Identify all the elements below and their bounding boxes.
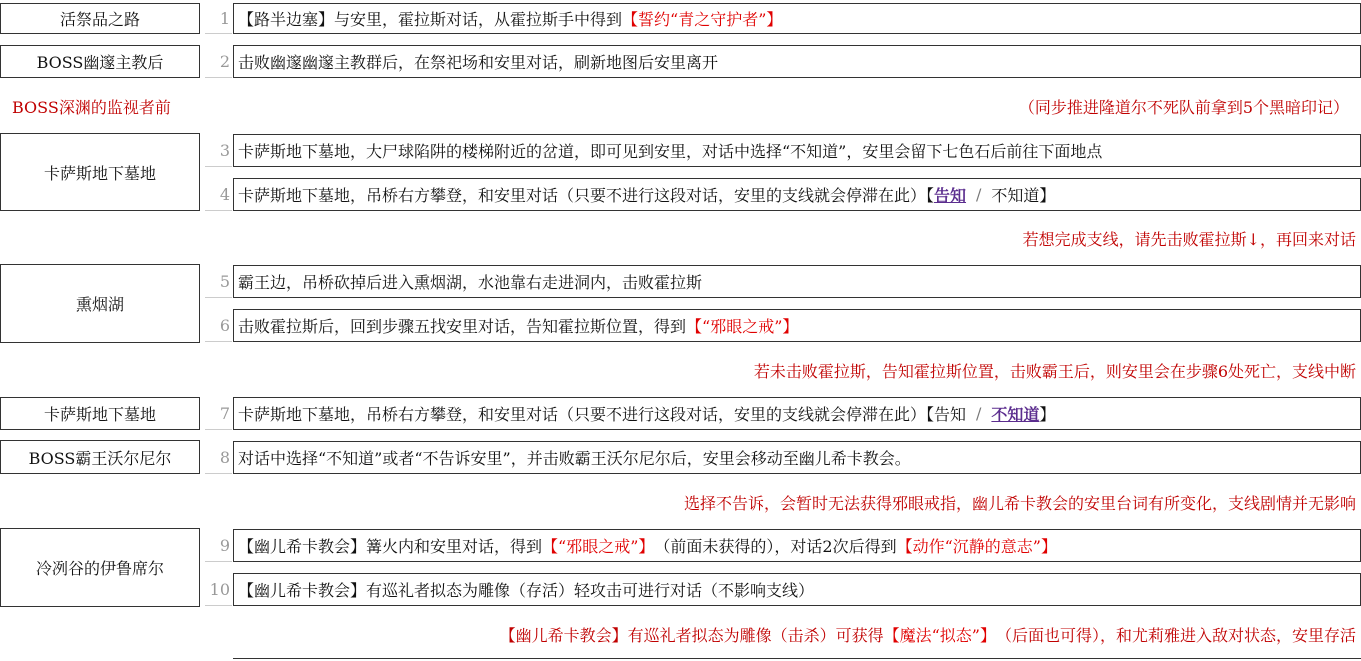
location-label: 卡萨斯地下墓地 xyxy=(43,163,156,183)
step-number: 10 xyxy=(205,573,232,606)
location-label: 卡萨斯地下墓地 xyxy=(43,405,156,424)
step-number: 3 xyxy=(205,134,232,167)
step-text: 击败霍拉斯后，回到步骤五找安里对话，告知霍拉斯位置，得到 xyxy=(238,317,687,336)
location-cell xyxy=(0,264,200,343)
reward-text: 【魔法“拟态”】 xyxy=(883,625,996,645)
location-label: 冷冽谷的伊鲁席尔 xyxy=(35,559,164,578)
choice-dont-know: 不知道】 xyxy=(991,186,1056,205)
choice-tell-link[interactable]: 告知 xyxy=(934,186,967,205)
note-text: 【幽儿希卡教会】有巡礼者拟态为雕像（击杀）可获得 xyxy=(499,625,884,645)
step-number: 6 xyxy=(205,309,232,342)
step-row xyxy=(233,309,1361,342)
step-row xyxy=(233,265,1361,298)
step-row xyxy=(233,397,1361,430)
step-number: 5 xyxy=(205,265,232,298)
side-note xyxy=(500,620,1356,648)
step-row xyxy=(233,134,1361,167)
step-number: 1 xyxy=(205,3,232,34)
side-note: 若想完成支线，请先击败霍拉斯↓，再回来对话 xyxy=(1022,229,1356,249)
reward-text: 【“邪眼之戒”】 xyxy=(686,317,799,336)
choice-dont-know-link[interactable]: 不知道 xyxy=(991,405,1040,424)
side-note: （同步推进隆道尔不死队前拿到5个黑暗印记） xyxy=(1018,97,1349,117)
choice-bracket: 】 xyxy=(1039,405,1056,424)
step-text: 击败幽邃幽邃主教群后，在祭祀场和安里对话，刷新地图后安里离开 xyxy=(238,53,719,72)
reward-text: 【誓约“青之守护者”】 xyxy=(622,10,783,29)
step-text: 卡萨斯地下墓地，吊桥右方攀登，和安里对话（只要不进行这段对话，安里的支线就会停滞在此）【 xyxy=(238,186,935,205)
location-cell xyxy=(0,440,200,474)
step-text: 【幽儿希卡教会】篝火内和安里对话，得到 xyxy=(238,537,543,556)
step-number: 7 xyxy=(205,397,232,430)
step-row xyxy=(233,529,1361,562)
step-text: 卡萨斯地下墓地，大尸球陷阱的楼梯附近的岔道，即可见到安里，对话中选择“不知道”，安里会留下七色石后前往下面地点 xyxy=(238,142,1103,161)
step-row xyxy=(233,178,1361,211)
step-row xyxy=(233,3,1361,34)
step-text: 对话中选择“不知道”或者“不告诉安里”，并击败霸王沃尔尼尔后，安里会移动至幽儿希卡教会。 xyxy=(238,449,911,468)
location-label: BOSS幽邃主教后 xyxy=(36,53,164,72)
step-number: 8 xyxy=(205,441,232,474)
choice-separator: / xyxy=(976,404,982,423)
location-cell xyxy=(0,133,200,211)
step-text: 霸王边，吊桥砍掉后进入熏烟湖，水池靠右走进洞内，击败霍拉斯 xyxy=(238,273,703,292)
reward-text: 【“邪眼之戒”】 xyxy=(542,537,655,556)
step-row xyxy=(233,45,1361,78)
side-note: 若未击败霍拉斯，告知霍拉斯位置，击败霸王后，则安里会在步骤6处死亡，支线中断 xyxy=(753,361,1356,381)
step-number: 2 xyxy=(205,45,232,78)
step-text: 【幽儿希卡教会】有巡礼者拟态为雕像（存活）轻攻击可进行对话（不影响支线） xyxy=(238,581,815,600)
choice-separator: / xyxy=(976,185,982,204)
reward-text: 【动作“沉静的意志”】 xyxy=(896,537,1057,556)
location-cell xyxy=(0,528,200,607)
step-text: 【路半边塞】与安里，霍拉斯对话，从霍拉斯手中得到 xyxy=(238,10,623,29)
boss-note: BOSS深渊的监视者前 xyxy=(12,97,171,117)
step-number: 4 xyxy=(205,178,232,211)
step-text: （前面未获得的），对话2次后得到 xyxy=(654,537,897,556)
step-text: 卡萨斯地下墓地，吊桥右方攀登，和安里对话（只要不进行这段对话，安里的支线就会停滞在此）【告知 xyxy=(238,405,967,424)
location-label: 活祭品之路 xyxy=(59,10,140,29)
step-row xyxy=(233,573,1361,606)
step-row xyxy=(233,441,1361,474)
note-text: （后面也可得），和尤莉雅进入敌对状态，安里存活 xyxy=(995,625,1356,645)
step-number: 9 xyxy=(205,529,232,562)
location-cell xyxy=(0,3,200,34)
location-cell xyxy=(0,45,200,78)
location-cell xyxy=(0,397,200,430)
table-divider xyxy=(233,658,1361,659)
side-note: 选择不告诉，会暂时无法获得邪眼戒指，幽儿希卡教会的安里台词有所变化，支线剧情并无影响 xyxy=(683,493,1356,513)
location-label: 熏烟湖 xyxy=(75,295,124,314)
location-label: BOSS霸王沃尔尼尔 xyxy=(28,448,172,468)
